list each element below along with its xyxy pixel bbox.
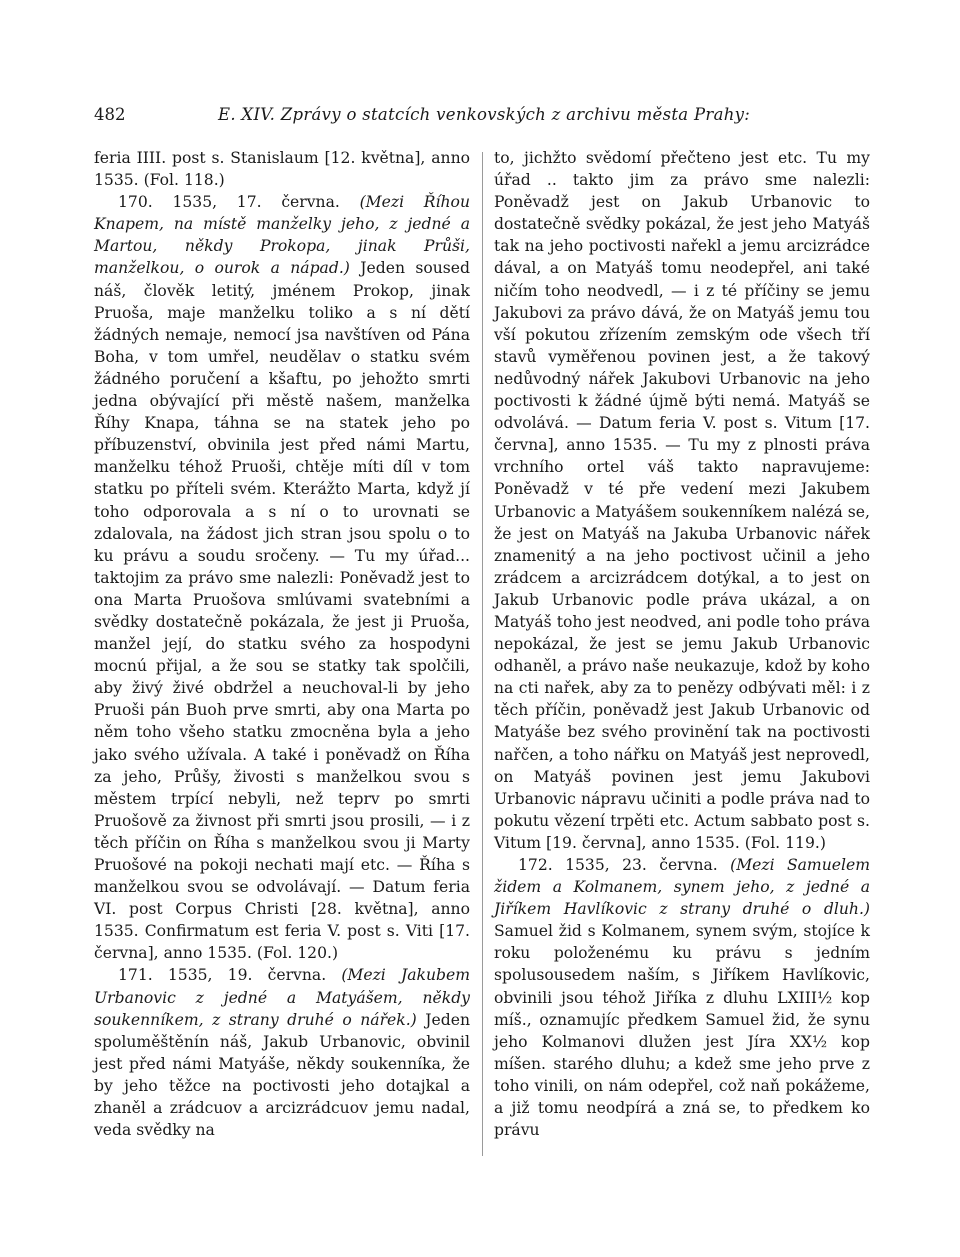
entry-heading: (Mezi Samuelem židem a Kolmanem, synem jeho, z jedné a Jiříkem Havlíkovic z strany druhé o dluh.) (494, 856, 870, 919)
entry-head: 172. 1535, 23. června. (518, 856, 718, 874)
entry-head: 171. 1535, 19. června. (118, 966, 327, 985)
entry-text: Jeden spoluměštěnín náš, Jakub Urbanovic, obvinil jest před námi Matyáše, někdy soukenníka, že by jeho těžce na poctivosti jeho dotajkal a zhaněl a zrádcuov a arcizrádcuov jemu nadal, veda svědky na (94, 1010, 470, 1140)
paragraph-continuation: to, jichžto svědomí přečteno jest etc. Tu my úřad .. takto jim za právo sme nalezli: Poněvadž jest on Jakub Urbanovic to dostatečně svědky pokázal, že jest jeho Matyáš tak na jeho poctivosti nařekl a jemu arcizrádce dával, a on Matyáš tomu neodepřel, ani také ničím toho neodvedl, — i z té příčiny se jemu Jakubovi za právo dává, že on Matyáš jemu tou vší pokutou zřízením zemským ode všech tří stavů vyměřenou povinen jest, a že takový nedůvodný nářek Jakubovi Urbanovic na jeho poctivosti k žádné újmě býti nemá. Matyáš se odvolává. — Datum feria V. post s. Vitum [17. června], anno 1535. — Tu my z plnosti práva vrchního ortel váš takto napravujeme: Poněvadž v té pře vedení mezi Jakubem Urbanovic a Matyášem soukenníkem nalézá se, že jest on Matyáš na Jakuba Urbanovic nářek znamenitý a na jeho poctivost učinil a jeho zrádcem a arcizrádcem dotýkal, a to jest on Jakub Urbanovic podle práva ukázal, a on Matyáš toho jest neodved, ani podle toho práva nepokázal, že jest se jemu Jakub Urbanovic odhaněl, a právo naše neukazuje, kdož by koho na cti nařek, aby za to penězy odbývati měl: i z těch příčin, poněvadž jest Jakub Urbanovic od Matyáše bez svého provinění tak na poctivosti nařčen, a toho nářku on Matyáš jest neprovedl, on Matyáš povinen jest jemu Jakubovi Urbanovic nápravu učiniti a podle práva nad to pokutu vězení trpěti etc. Actum sabbato post s. Vitum [19. června], anno 1535. (Fol. 119.) (494, 149, 870, 852)
entry-170 (94, 191, 470, 964)
entry-171 (94, 964, 470, 1141)
column-divider (482, 152, 483, 1156)
entry-heading: (Mezi Jakubem Urbanovic z jedné a Matyášem, někdy soukenníkem, z strany druhé o nářek.) (94, 966, 470, 1029)
running-title: E. XIV. Zprávy o statcích venkovských z archivu města Prahy: (218, 105, 751, 124)
left-column (94, 147, 470, 1141)
entry-heading: (Mezi Říhou Knapem, na místě manželky jeho, z jedné a Martou, někdy Prokopa, jinak Průši, manželkou, o ourok a nápad.) (94, 193, 470, 278)
paragraph-continuation: feria IIII. post s. Stanislaum [12. května], anno 1535. (Fol. 118.) (94, 149, 470, 190)
entry-172 (494, 854, 870, 1141)
entry-text: Jeden soused náš, člověk letitý, jménem Prokop, jinak Pruoša, maje manželku toliko a s ní dětí žádných nemaje, nemocí jsa navštíven od Pána Boha, v tom umřel, neudělav o statku svém žádného poručení a kšaftu, po jehožto smrti jedna obývající při městě našem, manželka Říhy Knapa, táhna se na statek jeho po příbuzenství, obvinila jest před námi Martu, manželku téhož Pruoši, chtěje míti díl v tom statku po příteli svém. Kterážto Marta, když jí toho odporovala a s ní o to urovnati se zdalovala, na žádost jich stran jsou spolu o to ku právu a soudu sročeny. — Tu my úřad... taktojim za právo sme nalezli: Poněvadž jest to ona Marta Pruošova smlúvami svatebními a svědky dostatečně pokázala, že jest ji Pruoša, manžel její, do statku svého za hospodyni mocnú přijal, a že sou se statky tak spolčili, aby živý živé obdržel a neuchoval-li by jeho Pruoši pán Buoh prve smrti, aby ona Marta po něm toho všeho statku zmocněna byla a jeho jako svého užívala. A také i poněvadž on Říha za jeho, Průšy, živosti s manželkou svou s městem trpící nebyli, než teprv po smrti Pruošově za živnost při smrti jsou prosili, — i z těch příčin on Říha s manželkou svou ji Marty Pruošové na pokoji nechati mají etc. — Říha s manželkou svou se odvolávají. — Datum feria VI. post Corpus Christi [28. května], anno 1535. Confirmatum est feria V. post s. Viti [17. června], anno 1535. (Fol. 120.) (94, 259, 470, 963)
right-column (494, 147, 870, 1141)
running-head (94, 103, 874, 127)
page-number: 482 (94, 105, 126, 124)
entry-head: 170. 1535, 17. června. (118, 193, 340, 212)
entry-text: Samuel žid s Kolmanem, synem svým, stojíce k roku položenému ku právu s jedním spolusousedem naším, s Jiříkem Havlíkovic, obvinili jsou téhož Jiříka z dluhu LXIII½ kop míš., oznamujíc předkem Samuel žid, že synu jeho Kolmanovi dlužen jest Jíra XX½ kop míšen. starého dluhu; a kdež sme jeho prve z toho vinili, on nám odepřel, což naň pokážeme, a již tomu neodpírá a zná se, to předkem ko právu (494, 922, 870, 1140)
